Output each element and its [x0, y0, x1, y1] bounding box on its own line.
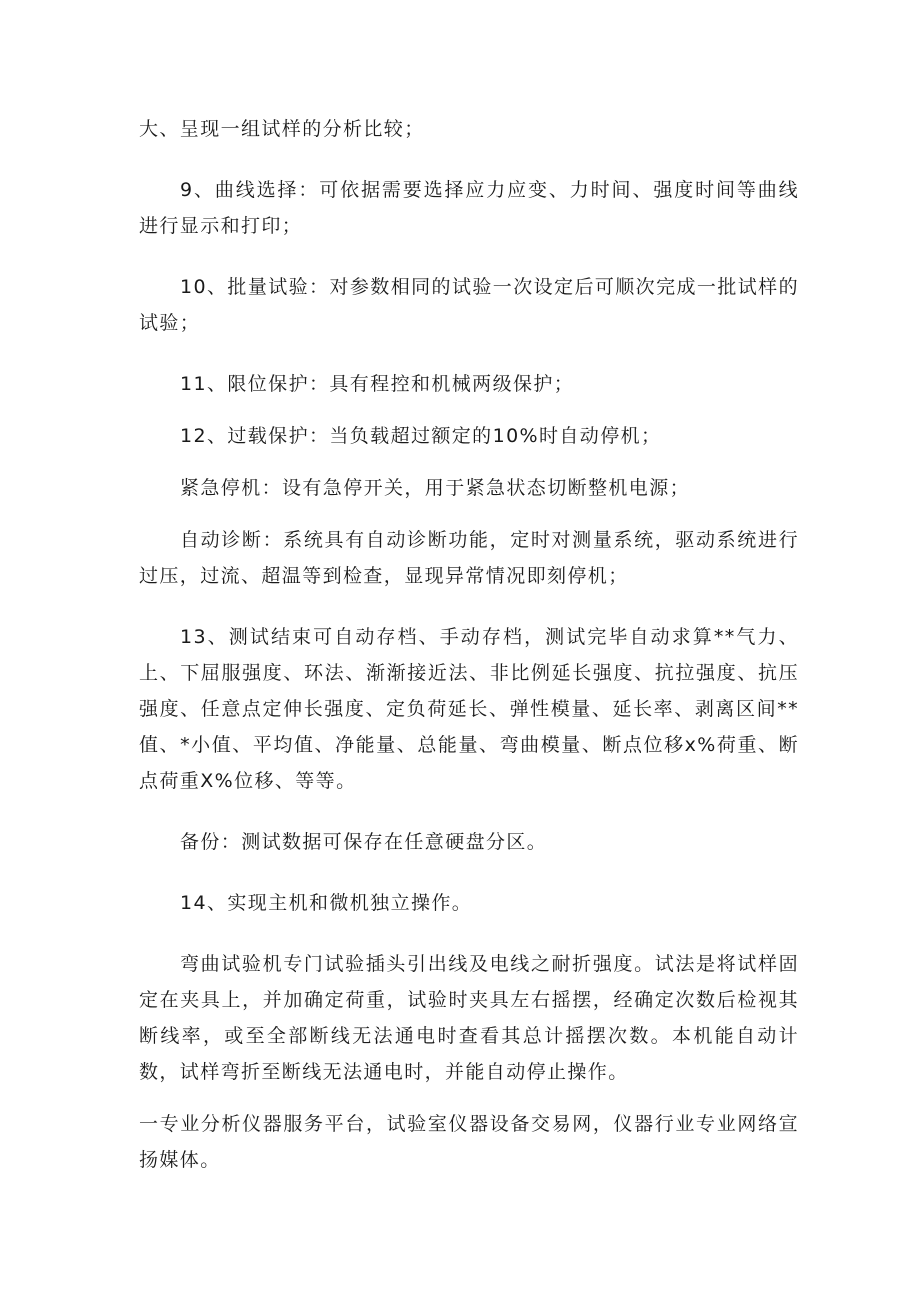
paragraph-auto-archive: 13、测试结束可自动存档、手动存档，测试完毕自动求算**气力、上、下屈服强度、环法、渐渐接近法、非比例延长强度、抗拉强度、抗压强度、任意点定伸长强度、定负荷延长、弹性模量、延长率、剥离区间**值、*小值、平均值、净能量、总能量、弯曲模量、断点位移x%荷重、断点荷重X%位移、等等。 [139, 626, 799, 792]
paragraph-independent-operation: 14、实现主机和微机独立操作。 [180, 892, 473, 914]
paragraph-curve-selection: 9、曲线选择：可依据需要选择应力应变、力时间、强度时间等曲线进行显示和打印； [139, 179, 799, 237]
paragraph-auto-diagnosis: 自动诊断：系统具有自动诊断功能，定时对测量系统，驱动系统进行过压，过流、超温等到检查，显现异常情况即刻停机； [139, 529, 799, 587]
paragraph-platform-intro: 一专业分析仪器服务平台，试验室仪器设备交易网，仪器行业专业网络宣扬媒体。 [139, 1113, 799, 1171]
paragraph-bending-tester: 弯曲试验机专门试验插头引出线及电线之耐折强度。试法是将试样固定在夹具上，并加确定荷重，试验时夹具左右摇摆，经确定次数后检视其断线率，或至全部断线无法通电时查看其总计摇摆次数。本机能自动计数，试样弯折至断线无法通电时，并能自动停止操作。 [139, 953, 799, 1083]
paragraph-backup: 备份：测试数据可保存在任意硬盘分区。 [180, 831, 548, 853]
document-body [139, 111, 799, 1178]
paragraph-limit-protection: 11、限位保护：具有程控和机械两级保护； [180, 373, 575, 395]
paragraph-batch-test: 10、批量试验：对参数相同的试验一次设定后可顺次完成一批试样的试验； [139, 276, 799, 334]
paragraph-overload-protection: 12、过载保护：当负载超过额定的10%时自动停机； [180, 425, 662, 447]
paragraph-emergency-stop: 紧急停机：设有急停开关，用于紧急状态切断整机电源； [180, 477, 691, 499]
paragraph-analysis-compare: 大、呈现一组试样的分析比较； [139, 118, 425, 140]
